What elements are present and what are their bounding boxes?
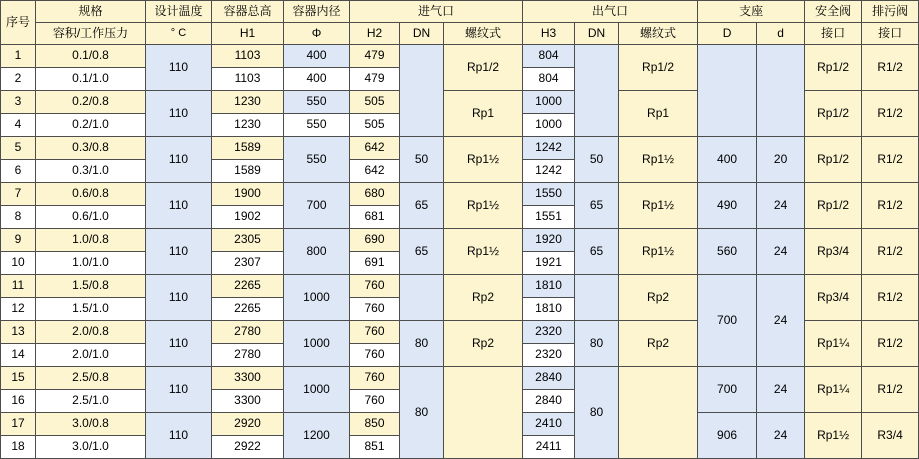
cell-outlet-h3: 2320 — [523, 344, 575, 367]
table-body — [1, 45, 919, 459]
cell-spec: 0.3/1.0 — [36, 160, 146, 183]
cell-outlet-dn — [575, 275, 619, 321]
cell-inner-diameter: 550 — [284, 91, 350, 114]
cell-safety-valve: Rp1½ — [805, 413, 862, 459]
cell-support-d: 490 — [698, 183, 757, 229]
cell-spec: 1.5/1.0 — [36, 298, 146, 321]
cell-inner-diameter: 1000 — [284, 275, 350, 321]
cell-inlet-dn — [400, 275, 444, 321]
cell-support-d: 400 — [698, 137, 757, 183]
cell-safety-valve: Rp3/4 — [805, 229, 862, 275]
cell-support-d: 700 — [698, 275, 757, 367]
cell-total-height: 1589 — [212, 160, 284, 183]
cell-inner-diameter: 1000 — [284, 367, 350, 413]
cell-support-d-small — [757, 45, 805, 137]
cell-design-temp: 110 — [146, 367, 212, 413]
cell-outlet-h3: 2411 — [523, 436, 575, 459]
cell-outlet-dn: 65 — [575, 183, 619, 229]
cell-total-height: 2780 — [212, 344, 284, 367]
cell-support-d: 906 — [698, 413, 757, 459]
cell-inner-diameter: 800 — [284, 229, 350, 275]
cell-seq: 2 — [1, 68, 36, 91]
cell-outlet-h3: 1551 — [523, 206, 575, 229]
cell-outlet-h3: 1550 — [523, 183, 575, 206]
cell-inlet-h2: 760 — [350, 275, 400, 298]
table-row — [1, 137, 919, 160]
header-inlet: 进气口 — [350, 1, 523, 23]
header-inner-diameter-sub: Φ — [284, 23, 350, 45]
cell-total-height: 2305 — [212, 229, 284, 252]
header-safety-valve: 安全阀 — [805, 1, 862, 23]
table-row — [1, 275, 919, 298]
cell-spec: 0.2/0.8 — [36, 91, 146, 114]
cell-seq: 12 — [1, 298, 36, 321]
header-support-d: D — [698, 23, 757, 45]
cell-outlet-h3: 1000 — [523, 114, 575, 137]
cell-seq: 7 — [1, 183, 36, 206]
cell-inner-diameter: 400 — [284, 68, 350, 91]
cell-seq: 16 — [1, 390, 36, 413]
cell-outlet-thread: Rp1 — [619, 91, 698, 137]
cell-design-temp: 110 — [146, 137, 212, 183]
cell-inlet-h2: 681 — [350, 206, 400, 229]
cell-total-height: 1589 — [212, 137, 284, 160]
header-inlet-thread: 螺纹式 — [444, 23, 523, 45]
cell-total-height: 1103 — [212, 45, 284, 68]
cell-spec: 0.3/0.8 — [36, 137, 146, 160]
cell-support-d — [698, 45, 757, 137]
header-outlet-thread: 螺纹式 — [619, 23, 698, 45]
cell-spec: 2.0/1.0 — [36, 344, 146, 367]
cell-total-height: 1900 — [212, 183, 284, 206]
cell-total-height: 1230 — [212, 91, 284, 114]
cell-inlet-h2: 479 — [350, 45, 400, 68]
cell-outlet-dn: 65 — [575, 229, 619, 275]
cell-design-temp: 110 — [146, 321, 212, 367]
cell-drain-valve: R1/2 — [862, 229, 919, 275]
cell-outlet-h3: 2410 — [523, 413, 575, 436]
header-inlet-dn: DN — [400, 23, 444, 45]
cell-outlet-h3: 2840 — [523, 390, 575, 413]
cell-inner-diameter: 400 — [284, 45, 350, 68]
cell-spec: 1.0/1.0 — [36, 252, 146, 275]
cell-inlet-dn: 65 — [400, 183, 444, 229]
cell-seq: 3 — [1, 91, 36, 114]
cell-seq: 1 — [1, 45, 36, 68]
cell-inlet-h2: 505 — [350, 114, 400, 137]
cell-seq: 15 — [1, 367, 36, 390]
header-outlet-dn: DN — [575, 23, 619, 45]
cell-seq: 11 — [1, 275, 36, 298]
cell-spec: 0.6/1.0 — [36, 206, 146, 229]
cell-drain-valve: R1/2 — [862, 45, 919, 91]
cell-spec: 3.0/1.0 — [36, 436, 146, 459]
header-seq: 序号 — [1, 1, 36, 45]
cell-inlet-thread — [444, 367, 523, 459]
cell-support-d-small: 24 — [757, 413, 805, 459]
cell-inlet-thread: Rp1½ — [444, 229, 523, 275]
cell-support-d-small: 24 — [757, 367, 805, 413]
cell-inlet-h2: 760 — [350, 367, 400, 390]
cell-outlet-h3: 1242 — [523, 160, 575, 183]
cell-inlet-dn: 80 — [400, 367, 444, 459]
cell-inlet-thread: Rp1 — [444, 91, 523, 137]
table-row — [1, 229, 919, 252]
cell-drain-valve: R1/2 — [862, 137, 919, 183]
cell-safety-valve: Rp1/2 — [805, 183, 862, 229]
cell-inlet-thread: Rp1/2 — [444, 45, 523, 91]
cell-design-temp: 110 — [146, 45, 212, 91]
cell-inlet-h2: 479 — [350, 68, 400, 91]
cell-seq: 17 — [1, 413, 36, 436]
cell-design-temp: 110 — [146, 413, 212, 459]
header-inner-diameter: 容器内径 — [284, 1, 350, 23]
cell-design-temp: 110 — [146, 229, 212, 275]
header-row-sub — [1, 23, 919, 45]
cell-safety-valve: Rp1/2 — [805, 91, 862, 137]
cell-outlet-thread: Rp2 — [619, 321, 698, 367]
cell-safety-valve: Rp1/2 — [805, 45, 862, 91]
cell-seq: 13 — [1, 321, 36, 344]
cell-design-temp: 110 — [146, 91, 212, 137]
cell-inlet-dn — [400, 45, 444, 137]
cell-outlet-h3: 2320 — [523, 321, 575, 344]
cell-seq: 9 — [1, 229, 36, 252]
header-design-temp-sub: ° C — [146, 23, 212, 45]
table-row — [1, 183, 919, 206]
cell-safety-valve: Rp1¼ — [805, 367, 862, 413]
cell-outlet-thread — [619, 367, 698, 459]
cell-inlet-h2: 760 — [350, 298, 400, 321]
cell-outlet-dn: 80 — [575, 367, 619, 459]
cell-outlet-h3: 804 — [523, 68, 575, 91]
header-support-d-small: d — [757, 23, 805, 45]
cell-inlet-h2: 691 — [350, 252, 400, 275]
cell-seq: 6 — [1, 160, 36, 183]
cell-design-temp: 110 — [146, 183, 212, 229]
cell-spec: 3.0/0.8 — [36, 413, 146, 436]
cell-inner-diameter: 1000 — [284, 321, 350, 367]
cell-spec: 0.1/1.0 — [36, 68, 146, 91]
cell-total-height: 3300 — [212, 367, 284, 390]
cell-inlet-h2: 505 — [350, 91, 400, 114]
cell-support-d: 560 — [698, 229, 757, 275]
cell-seq: 10 — [1, 252, 36, 275]
cell-inlet-h2: 690 — [350, 229, 400, 252]
cell-inlet-dn: 80 — [400, 321, 444, 367]
cell-drain-valve: R1/2 — [862, 183, 919, 229]
table-header — [1, 1, 919, 45]
cell-total-height: 2920 — [212, 413, 284, 436]
cell-total-height: 1230 — [212, 114, 284, 137]
cell-outlet-h3: 1810 — [523, 298, 575, 321]
cell-seq: 5 — [1, 137, 36, 160]
cell-outlet-thread: Rp1½ — [619, 229, 698, 275]
header-row-top — [1, 1, 919, 23]
cell-total-height: 1103 — [212, 68, 284, 91]
cell-spec: 0.1/0.8 — [36, 45, 146, 68]
header-spec-sub: 容积/工作压力 — [36, 23, 146, 45]
cell-design-temp: 110 — [146, 275, 212, 321]
cell-outlet-thread: Rp1½ — [619, 137, 698, 183]
cell-inlet-thread: Rp1½ — [444, 183, 523, 229]
cell-inlet-dn: 50 — [400, 137, 444, 183]
cell-spec: 1.5/0.8 — [36, 275, 146, 298]
cell-inner-diameter: 1200 — [284, 413, 350, 459]
cell-outlet-dn — [575, 45, 619, 137]
cell-spec: 2.0/0.8 — [36, 321, 146, 344]
table-row — [1, 45, 919, 68]
cell-inlet-h2: 680 — [350, 183, 400, 206]
cell-inlet-h2: 760 — [350, 344, 400, 367]
header-support: 支座 — [698, 1, 805, 23]
cell-outlet-h3: 2840 — [523, 367, 575, 390]
cell-safety-valve: Rp3/4 — [805, 275, 862, 321]
cell-spec: 2.5/0.8 — [36, 367, 146, 390]
cell-spec: 2.5/1.0 — [36, 390, 146, 413]
cell-safety-valve: Rp1/2 — [805, 137, 862, 183]
header-inlet-h2: H2 — [350, 23, 400, 45]
cell-spec: 0.6/0.8 — [36, 183, 146, 206]
cell-drain-valve: R1/2 — [862, 367, 919, 413]
cell-seq: 18 — [1, 436, 36, 459]
cell-inlet-h2: 851 — [350, 436, 400, 459]
cell-drain-valve: R1/2 — [862, 321, 919, 367]
cell-support-d: 700 — [698, 367, 757, 413]
cell-seq: 8 — [1, 206, 36, 229]
cell-inlet-thread: Rp1½ — [444, 137, 523, 183]
cell-spec: 1.0/0.8 — [36, 229, 146, 252]
cell-total-height: 2265 — [212, 298, 284, 321]
cell-safety-valve: Rp1¼ — [805, 321, 862, 367]
table-row — [1, 367, 919, 390]
cell-total-height: 2780 — [212, 321, 284, 344]
cell-inlet-dn: 65 — [400, 229, 444, 275]
header-drain-valve: 排污阀 — [862, 1, 919, 23]
cell-inlet-h2: 760 — [350, 390, 400, 413]
cell-inlet-h2: 642 — [350, 137, 400, 160]
cell-outlet-thread: Rp1/2 — [619, 45, 698, 91]
cell-outlet-thread: Rp2 — [619, 275, 698, 321]
cell-drain-valve: R3/4 — [862, 413, 919, 459]
cell-support-d-small: 24 — [757, 183, 805, 229]
cell-support-d-small: 24 — [757, 229, 805, 275]
cell-inlet-h2: 760 — [350, 321, 400, 344]
cell-inlet-h2: 850 — [350, 413, 400, 436]
header-safety-valve-sub: 接口 — [805, 23, 862, 45]
cell-outlet-dn: 80 — [575, 321, 619, 367]
cell-inlet-thread: Rp2 — [444, 321, 523, 367]
header-outlet-h3: H3 — [523, 23, 575, 45]
cell-outlet-h3: 1810 — [523, 275, 575, 298]
cell-drain-valve: R1/2 — [862, 91, 919, 137]
cell-inlet-h2: 642 — [350, 160, 400, 183]
cell-spec: 0.2/1.0 — [36, 114, 146, 137]
cell-outlet-thread: Rp1½ — [619, 183, 698, 229]
cell-outlet-h3: 1000 — [523, 91, 575, 114]
cell-inner-diameter: 700 — [284, 183, 350, 229]
cell-seq: 14 — [1, 344, 36, 367]
cell-support-d-small: 20 — [757, 137, 805, 183]
cell-total-height: 3300 — [212, 390, 284, 413]
cell-total-height: 1902 — [212, 206, 284, 229]
cell-drain-valve: R1/2 — [862, 275, 919, 321]
header-drain-valve-sub: 接口 — [862, 23, 919, 45]
cell-outlet-h3: 1920 — [523, 229, 575, 252]
cell-outlet-h3: 804 — [523, 45, 575, 68]
cell-total-height: 2307 — [212, 252, 284, 275]
header-design-temp: 设计温度 — [146, 1, 212, 23]
cell-support-d-small: 24 — [757, 275, 805, 367]
cell-outlet-h3: 1921 — [523, 252, 575, 275]
cell-outlet-h3: 1242 — [523, 137, 575, 160]
cell-total-height: 2922 — [212, 436, 284, 459]
header-outlet: 出气口 — [523, 1, 698, 23]
cell-total-height: 2265 — [212, 275, 284, 298]
header-spec: 规格 — [36, 1, 146, 23]
cell-inlet-thread: Rp2 — [444, 275, 523, 321]
cell-seq: 4 — [1, 114, 36, 137]
cell-inner-diameter: 550 — [284, 114, 350, 137]
header-total-height-sub: H1 — [212, 23, 284, 45]
cell-inner-diameter: 550 — [284, 137, 350, 183]
header-total-height: 容器总高 — [212, 1, 284, 23]
cell-outlet-dn: 50 — [575, 137, 619, 183]
